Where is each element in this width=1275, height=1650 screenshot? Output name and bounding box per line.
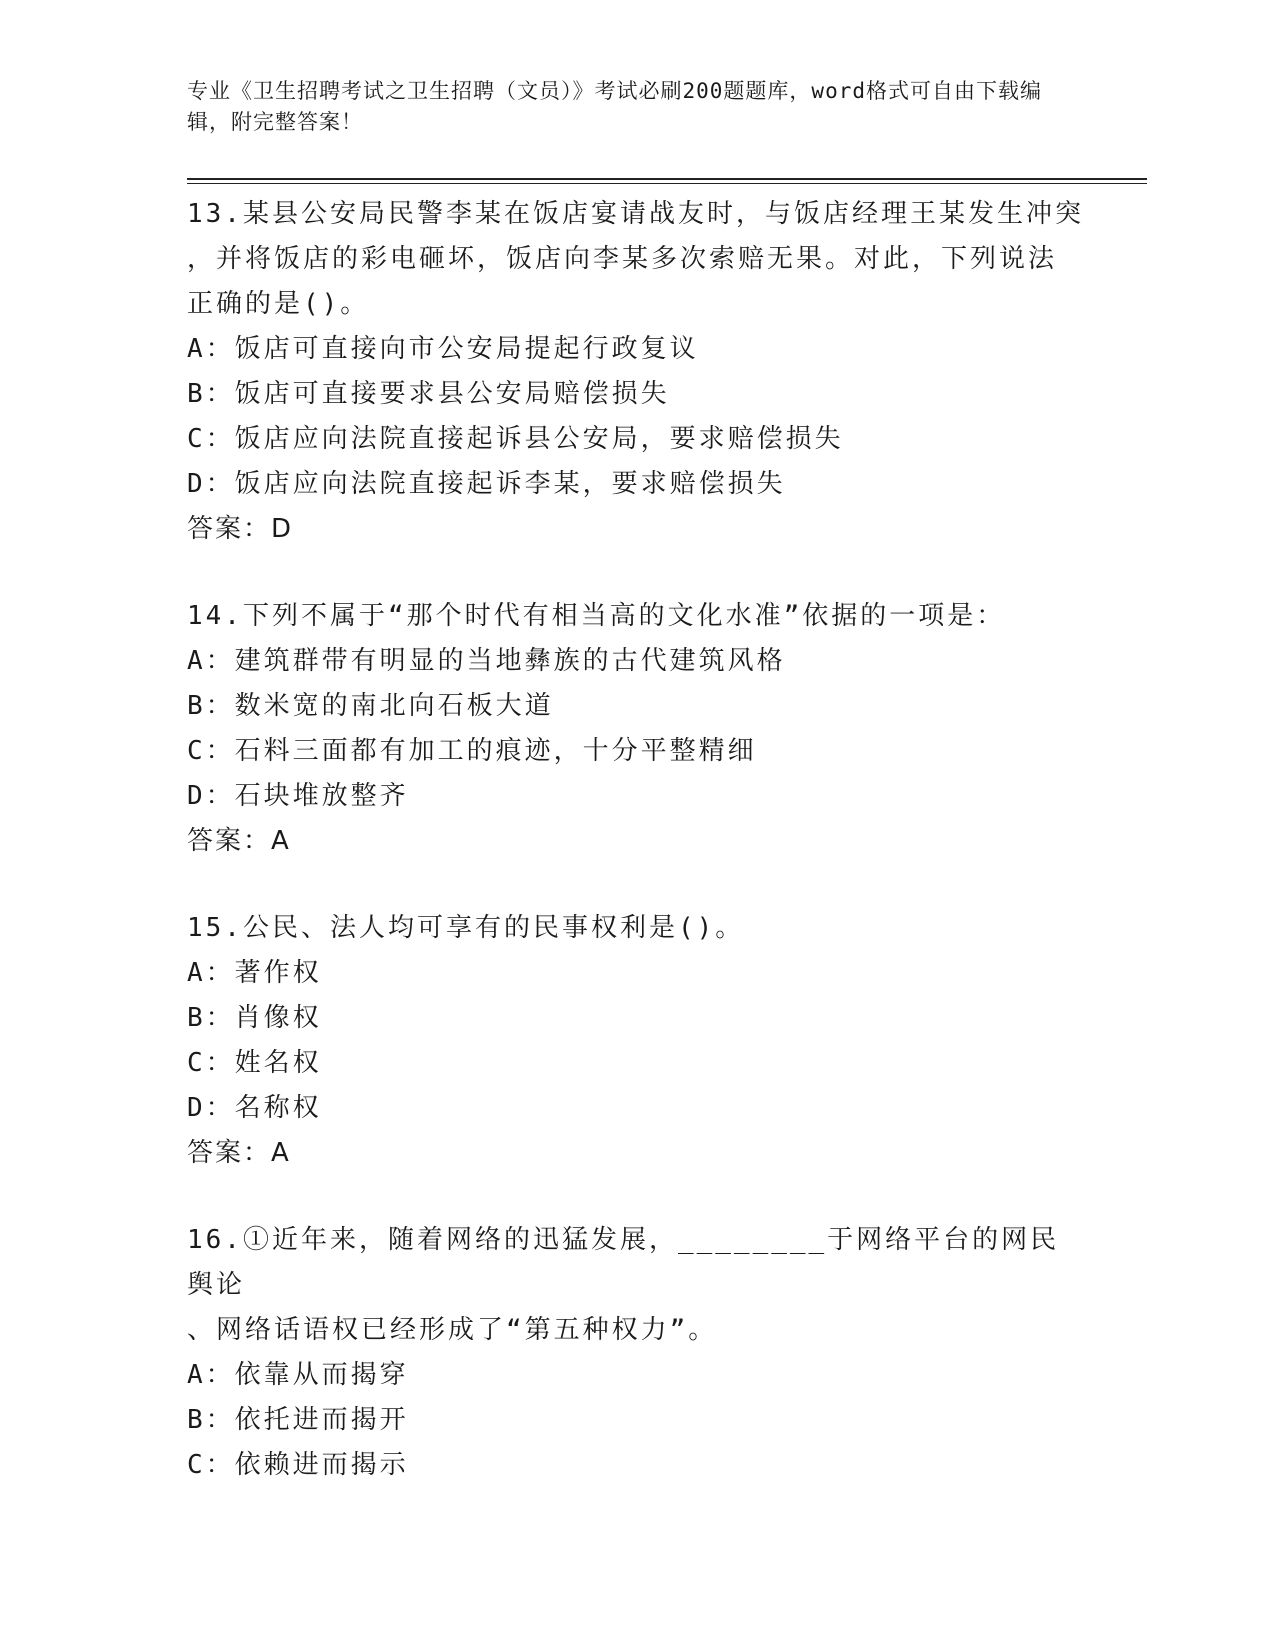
- option-a: A：著作权: [187, 958, 322, 988]
- answer-line: 答案：A: [187, 826, 291, 856]
- option-c: C：饭店应向法院直接起诉县公安局，要求赔偿损失: [187, 424, 844, 454]
- header-divider-thin: [187, 183, 1147, 184]
- option-d: D：石块堆放整齐: [187, 781, 409, 811]
- option-c: C：石料三面都有加工的痕迹，十分平整精细: [187, 736, 757, 766]
- question-stem-line: 14.下列不属于“那个时代有相当高的文化水准”依据的一项是：: [187, 601, 1006, 631]
- option-a: A：饭店可直接向市公安局提起行政复议: [187, 334, 699, 364]
- option-b: B：肖像权: [187, 1003, 322, 1033]
- answer-line: 答案：A: [187, 1138, 291, 1168]
- option-d: D：饭店应向法院直接起诉李某，要求赔偿损失: [187, 469, 786, 499]
- question-list: [187, 192, 1087, 1530]
- question-14: [187, 594, 1087, 864]
- question-stem-line: ，并将饭店的彩电砸坏，饭店向李某多次索赔无果。对此，下列说法: [187, 244, 1058, 274]
- option-d: D：名称权: [187, 1093, 322, 1123]
- option-a: A：依靠从而揭穿: [187, 1360, 409, 1390]
- answer-line: 答案：D: [187, 514, 294, 544]
- option-c: C：依赖进而揭示: [187, 1450, 409, 1480]
- question-stem-line: 13.某县公安局民警李某在饭店宴请战友时，与饭店经理王某发生冲突: [187, 199, 1084, 229]
- question-16: [187, 1218, 1087, 1488]
- question-stem-line: 15.公民、法人均可享有的民事权利是()。: [187, 913, 745, 943]
- option-c: C：姓名权: [187, 1048, 322, 1078]
- option-a: A：建筑群带有明显的当地彝族的古代建筑风格: [187, 646, 786, 676]
- option-b: B：数米宽的南北向石板大道: [187, 691, 554, 721]
- question-stem-line: 16.①近年来，随着网络的迅猛发展，________于网络平台的网民舆论: [187, 1225, 1060, 1300]
- question-stem-line: 正确的是()。: [187, 289, 370, 319]
- option-b: B：依托进而揭开: [187, 1405, 409, 1435]
- question-stem-line: 、网络话语权已经形成了“第五种权力”。: [187, 1315, 718, 1345]
- document-header: 专业《卫生招聘考试之卫生招聘（文员）》考试必刷200题题库，word格式可自由下载编辑，附完整答案！: [187, 79, 1042, 134]
- question-13: [187, 192, 1087, 552]
- header-divider-thick: [187, 178, 1147, 180]
- option-b: B：饭店可直接要求县公安局赔偿损失: [187, 379, 670, 409]
- question-15: [187, 906, 1087, 1176]
